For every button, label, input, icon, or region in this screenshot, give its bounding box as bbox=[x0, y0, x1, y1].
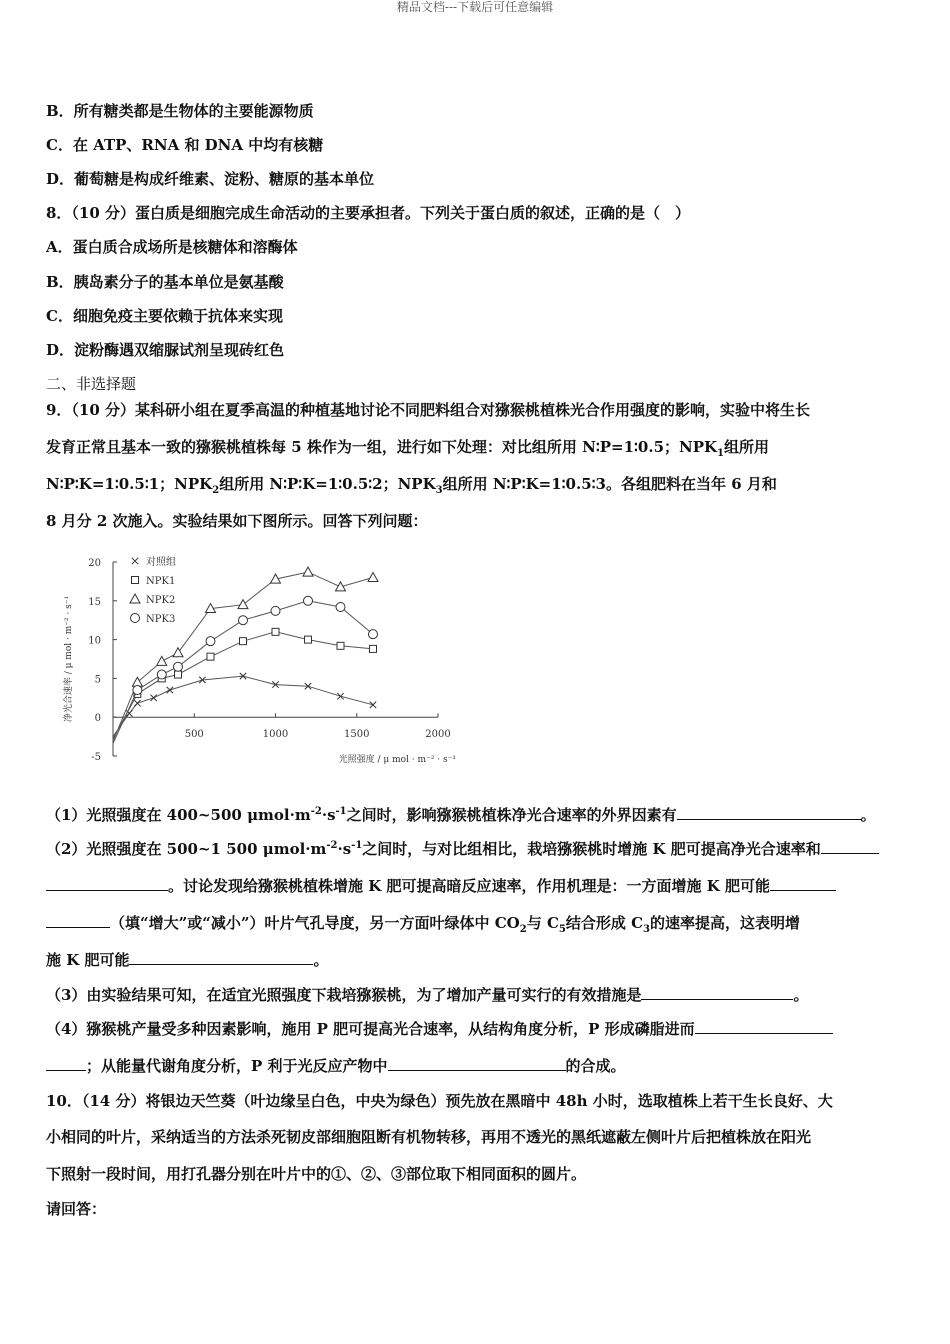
q10-line-3: 下照射一段时间，用打孔器分别在叶片中的①、②、③部位取下相同面积的圆片。 bbox=[46, 1165, 587, 1183]
q7-option-b: B．所有糖类都是生物体的主要能源物质 bbox=[46, 102, 314, 120]
data-point bbox=[272, 628, 279, 635]
q10-line-4: 请回答： bbox=[46, 1200, 107, 1218]
q9-part-2-line-1: （2）光照强度在 500~1 500 $\mu mol\cdot m^{-2}\cdot s^{-1}$之间时，与对比组相比，栽培猕猴桃时增施 K 肥可提高净光合速率和 bbox=[46, 839, 879, 859]
chart-legend bbox=[130, 555, 176, 625]
legend-marker bbox=[132, 577, 139, 584]
data-point bbox=[134, 700, 140, 706]
data-point bbox=[336, 582, 346, 591]
q9-line-1: 9．（10 分）某科研小组在夏季高温的种植基地讨论不同肥料组合对猕猴桃植株光合作用强度的影响，实验中将生长 bbox=[46, 401, 811, 419]
data-point bbox=[305, 636, 312, 643]
q10-line-2: 小相同的叶片，采纳适当的方法杀死韧皮部细胞阻断有机物转移，再用不透光的黑纸遮蔽左侧叶片后把植株放在阳光 bbox=[46, 1128, 812, 1146]
series-对照组 bbox=[113, 673, 376, 737]
legend-label: NPK3 bbox=[146, 614, 176, 625]
q9-part-1: （1）光照强度在 400~500 $\mu mol\cdot m^{-2}\cdot s^{-1}$之间时，影响猕猴桃植株净光合速率的外界因素有 。 bbox=[46, 806, 876, 824]
photosynthesis-chart bbox=[58, 548, 458, 778]
q9-part-4-line-1: （4）猕猴桃产量受多种因素影响，施用 P 肥可提高光合速率，从结构角度分析，P 形成磷脂进而 bbox=[46, 1019, 833, 1039]
q9-line-2: 发育正常且基本一致的猕猴桃植株每 5 株作为一组，进行如下处理：对比组所用 N∶P=1∶0.5；$NPK_1$组所用 bbox=[46, 438, 770, 459]
y-axis-label: 净光合速率 / μ mol · m⁻² · s⁻¹ bbox=[64, 595, 74, 723]
data-point bbox=[150, 695, 156, 701]
q8-stem: 8．（10 分）蛋白质是细胞完成生命活动的主要承担者。下列关于蛋白质的叙述，正确的是（ ） bbox=[46, 204, 691, 222]
q9-part-2-line-3: （填“增大”或“减小”）叶片气孔导度，另一方面叶绿体中 $CO_2$与 $C_5$结合形成 $C_3$的速率提高，这表明增 bbox=[46, 913, 800, 933]
q8-option-b: B．胰岛素分子的基本单位是氨基酸 bbox=[46, 273, 284, 291]
q7-option-d: D．葡萄糖是构成纤维素、淀粉、糖原的基本单位 bbox=[46, 170, 375, 188]
data-point bbox=[167, 687, 173, 693]
y-tick-label: 15 bbox=[88, 596, 101, 608]
data-point bbox=[240, 638, 247, 645]
chart-axes bbox=[62, 558, 456, 765]
legend-label: 对照组 bbox=[146, 557, 176, 568]
y-tick-label: 10 bbox=[88, 635, 101, 647]
y-tick-label: -5 bbox=[91, 752, 101, 763]
answer-blank-2d[interactable] bbox=[46, 913, 110, 928]
data-point bbox=[337, 693, 343, 699]
data-point bbox=[173, 648, 183, 657]
x-tick-label: 2000 bbox=[425, 729, 451, 741]
answer-blank-2c[interactable] bbox=[770, 876, 836, 891]
data-point bbox=[133, 686, 142, 695]
answer-blank-4b[interactable] bbox=[46, 1056, 86, 1071]
series-NPK1 bbox=[113, 628, 377, 739]
legend-label: NPK2 bbox=[146, 595, 176, 606]
data-point bbox=[174, 662, 183, 671]
q9-line-3: N∶P∶K=1∶0.5∶1；$NPK_2$组所用 N∶P∶K=1∶0.5∶2；$NPK_3$组所用 N∶P∶K=1∶0.5∶3。各组肥料在当年 6 月和 bbox=[46, 475, 777, 496]
data-point bbox=[132, 677, 142, 686]
y-tick-label: 0 bbox=[94, 713, 101, 725]
data-point bbox=[175, 671, 182, 678]
data-point bbox=[157, 656, 167, 665]
x-tick-label: 500 bbox=[184, 729, 204, 741]
data-point bbox=[369, 630, 378, 639]
section-title: 二、非选择题 bbox=[46, 375, 137, 393]
legend-marker bbox=[130, 594, 140, 603]
data-point bbox=[239, 616, 248, 625]
legend-marker bbox=[131, 614, 140, 623]
q9-line-4: 8 月分 2 次施入。实验结果如下图所示。回答下列问题： bbox=[46, 512, 428, 530]
series-line bbox=[113, 632, 373, 739]
q8-option-c: C．细胞免疫主要依赖于抗体来实现 bbox=[46, 307, 283, 325]
data-point bbox=[370, 645, 377, 652]
answer-blank-2a[interactable] bbox=[821, 839, 879, 854]
q9-part-2-line-2: 。讨论发现给猕猴桃植株增施 K 肥可提高暗反应速率，作用机理是：一方面增施 K 肥可能 bbox=[46, 876, 836, 896]
legend-label: NPK1 bbox=[146, 576, 176, 587]
q8-option-a: A．蛋白质合成场所是核糖体和溶酶体 bbox=[46, 238, 298, 256]
page-header: 精品文档---下载后可任意编辑 bbox=[396, 0, 554, 14]
q8-option-d: D．淀粉酶遇双缩脲试剂呈现砖红色 bbox=[46, 341, 285, 359]
data-point bbox=[336, 603, 345, 612]
data-point bbox=[368, 573, 378, 582]
answer-blank-4a[interactable] bbox=[695, 1019, 833, 1034]
q7-option-c: C．在 ATP、RNA 和 DNA 中均有核糖 bbox=[46, 136, 324, 154]
data-point bbox=[271, 606, 280, 615]
data-point bbox=[337, 642, 344, 649]
q10-line-1: 10．（14 分）将银边天竺葵（叶边缘呈白色，中央为绿色）预先放在黑暗中 48h 小时，选取植株上若干生长良好、大 bbox=[46, 1092, 833, 1110]
data-point bbox=[303, 567, 313, 576]
data-point bbox=[304, 596, 313, 605]
q9-part-3: （3）由实验结果可知，在适宜光照强度下栽培猕猴桃，为了增加产量可实行的有效措施是 。 bbox=[46, 986, 809, 1004]
data-point bbox=[157, 670, 166, 679]
q9-part-2-line-4: 施 K 肥可能 。 bbox=[46, 951, 329, 969]
data-point bbox=[238, 600, 248, 609]
x-tick-label: 1000 bbox=[262, 729, 289, 741]
data-point bbox=[370, 702, 376, 708]
legend-marker bbox=[132, 558, 138, 564]
answer-blank-2b[interactable] bbox=[46, 876, 168, 891]
x-axis-label: 光照强度 / μ mol · m⁻² · s⁻¹ bbox=[338, 755, 456, 765]
x-tick-label: 1500 bbox=[344, 729, 370, 741]
answer-blank-4c[interactable] bbox=[388, 1056, 566, 1071]
data-point bbox=[207, 653, 214, 660]
answer-blank-3[interactable] bbox=[641, 985, 793, 1000]
q9-part-4-line-2: ；从能量代谢角度分析，P 利于光反应产物中 的合成。 bbox=[46, 1056, 626, 1076]
y-tick-label: 20 bbox=[88, 558, 101, 569]
data-point bbox=[206, 637, 215, 646]
answer-blank-1[interactable] bbox=[677, 805, 861, 820]
series-NPK2 bbox=[113, 567, 378, 741]
answer-blank-2e[interactable] bbox=[129, 950, 313, 965]
y-tick-label: 5 bbox=[94, 674, 101, 686]
